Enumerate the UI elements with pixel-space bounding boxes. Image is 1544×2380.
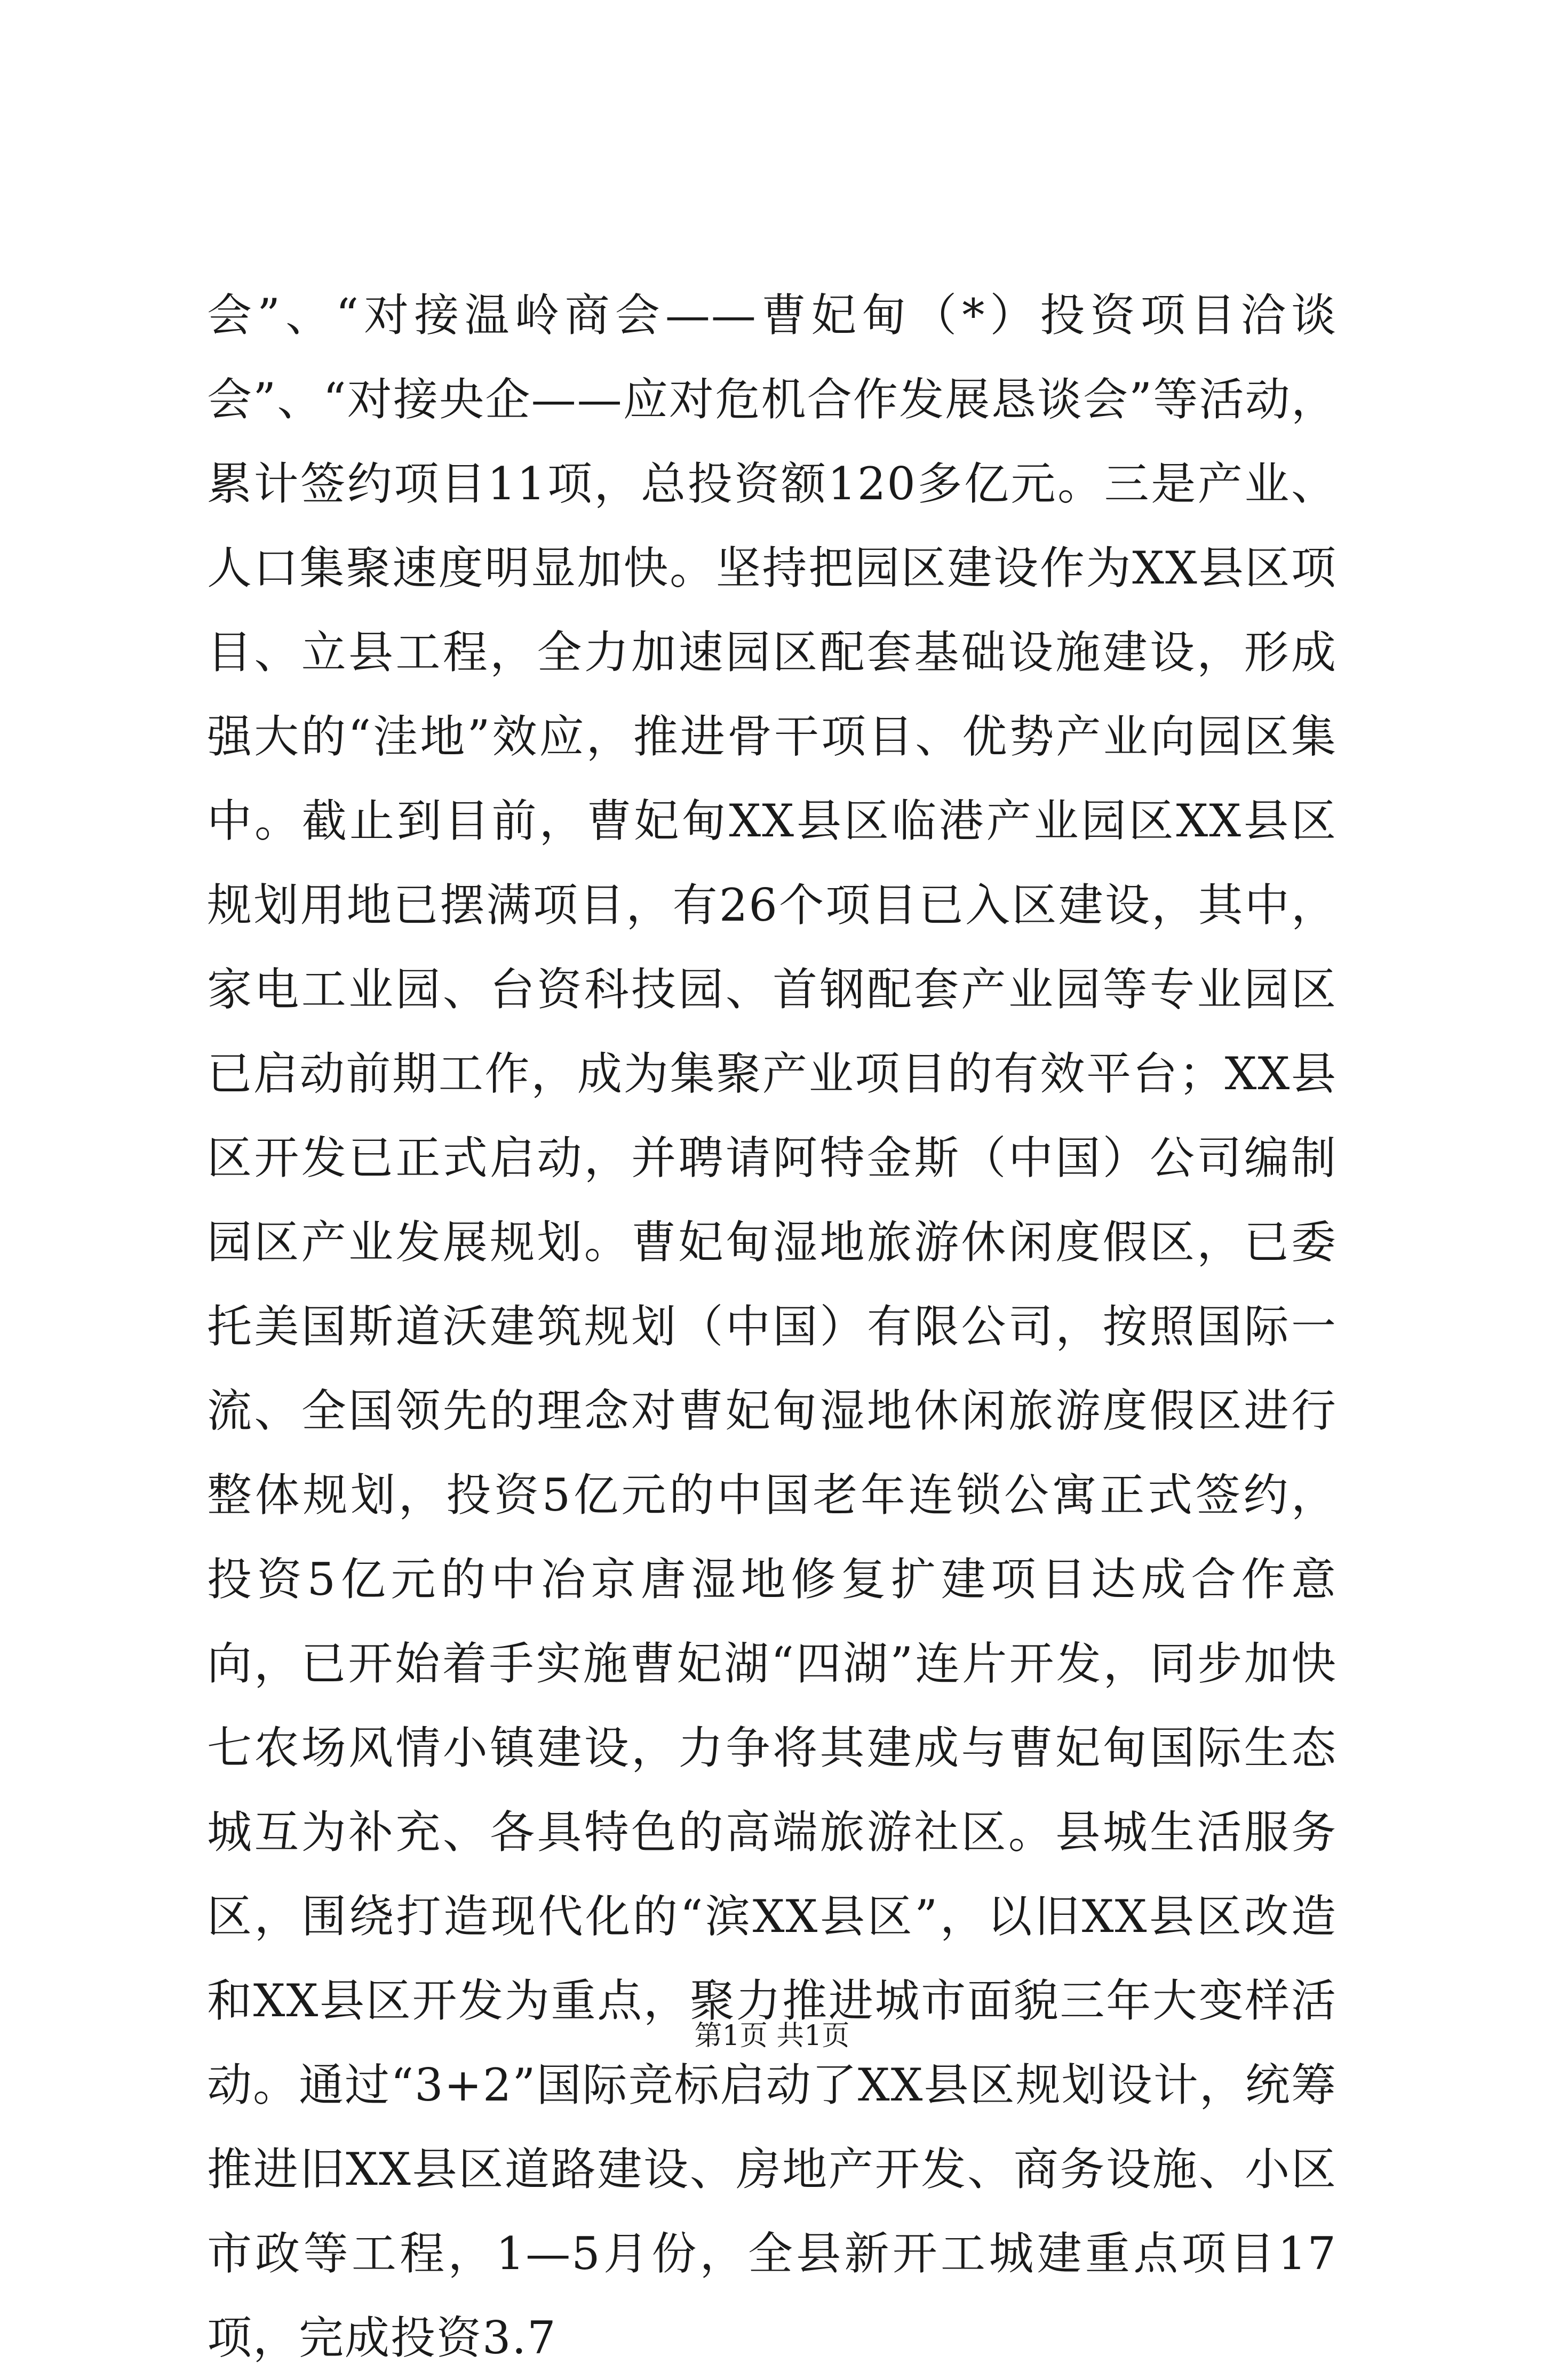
body-paragraph: 会”、“对接温岭商会——曹妃甸（*）投资项目洽谈会”、“对接央企——应对危机合作发展恳谈会”等活动，累计签约项目11项，总投资额120多亿元。三是产业、人口集聚速度明显加快。坚持把园区建设作为XX县区项目、立县工程，全力加速园区配套基础设施建设，形成强大的“洼地”效应，推进骨干项目、优势产业向园区集中。截止到目前，曹妃甸XX县区临港产业园区XX县区规划用地已摆满项目，有26个项目已入区建设，其中，家电工业园、台资科技园、首钢配套产业园等专业园区已启动前期工作，成为集聚产业项目的有效平台；XX县区开发已正式启动，并聘请阿特金斯（中国）公司编制园区产业发展规划。曹妃甸湿地旅游休闲度假区，已委托美国斯道沃建筑规划（中国）有限公司，按照国际一流、全国领先的理念对曹妃甸湿地休闲旅游度假区进行整体规划，投资5亿元的中国老年连锁公寓正式签约，投资5亿元的中冶京唐湿地修复扩建项目达成合作意向，已开始着手实施曹妃湖“四湖”连片开发，同步加快七农场风情小镇建设，力争将其建成与曹妃甸国际生态城互为补充、各具特色的高端旅游社区。县城生活服务区，围绕打造现代化的“滨XX县区”，以旧XX县区改造和XX县区开发为重点，聚力推进城市面貌三年大变样活动。通过“3+2”国际竞标启动了XX县区规划设计，统筹推进旧XX县区道路建设、房地产开发、商务设施、小区市政等工程，1—5月份，全县新开工城建重点项目17项，完成投资3.7 — [207, 289, 1337, 2364]
page-footer: 第1页 共1页 — [694, 2020, 850, 2052]
